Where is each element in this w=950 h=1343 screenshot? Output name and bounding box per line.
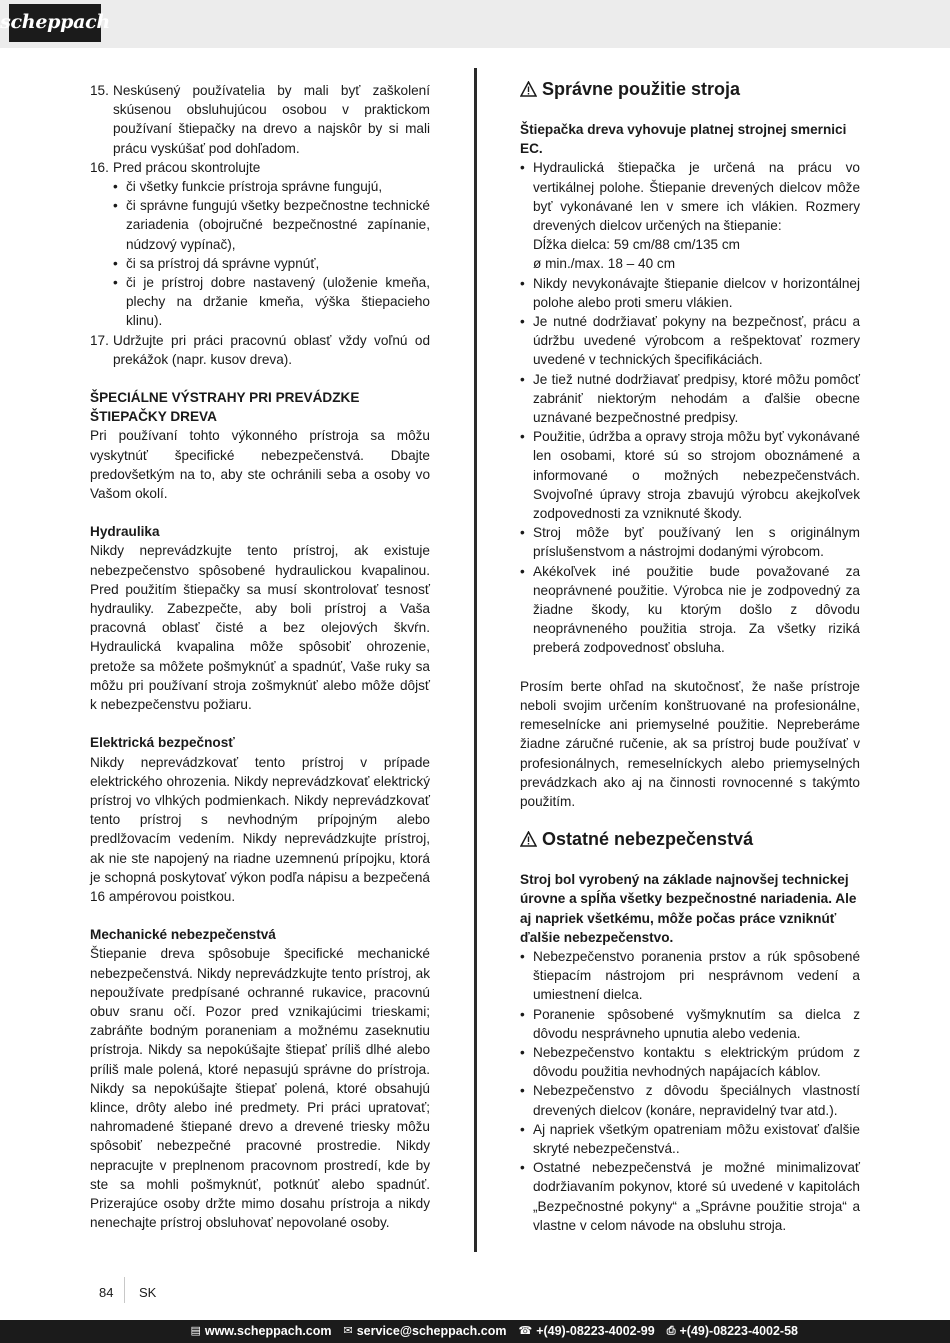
- list-item: • Nebezpečenstvo poranenia prstov a rúk spôsobené štiepacím nástrojom pri nesprávnom vedení a umiestnení dielca.: [520, 948, 860, 1003]
- website-contact[interactable]: ▤ www.scheppach.com: [190, 1322, 331, 1341]
- list-item: • Ostatné nebezpečenstvá je možné minimalizovať dodržiavaním pokynov, ktoré sú uvedené v kapitolách „Bezpečnostné pokyny“ a „Správne použitie stroja“ a vlastne v celom návode na obsluhu stroja.: [520, 1160, 860, 1233]
- fax-contact[interactable]: ⎙ +(49)-08223-4002-58: [667, 1322, 798, 1341]
- warning-icon: [520, 831, 537, 847]
- hydraulics-heading: Hydraulika: [90, 524, 160, 540]
- list-item: • Je nutné dodržiavať pokyny na bezpečnosť, prácu a údržbu uvedené výrobcom a rešpektovať rozmery uvedené v technických špecifikáciách.: [520, 314, 860, 368]
- professional-use-note: Prosím berte ohľad na skutočnosť, že naše prístroje neboli svojim určením konštruované na profesionálne, remeselnícke ani priemyselné použitie. Nepreberáme žiadne záručné ručenie, ak sa prístroj bude používať v profesionálnych, remeselníckych alebo priemyselných prevádzkach ako aj na činnosti rovnocenné s takýmto použitím.: [520, 678, 860, 809]
- phone-contact[interactable]: ☎ +(49)-08223-4002-99: [518, 1322, 654, 1341]
- list-item: • Stroj môže byť používaný len s originálnym príslušenstvom a nástrojmi dodanými výrobcom.: [520, 525, 860, 560]
- item-number: 15.: [90, 83, 109, 98]
- other-hazards-title: Ostatné nebezpečenstvá: [520, 827, 860, 851]
- special-warnings-text: Pri používaní tohto výkonného prístroja sa môžu vyskytnúť špecifické nebezpečenstvá. Dbajte predovšetkým na to, aby ste ochránili seba a osoby vo Vašom okolí.: [90, 428, 430, 502]
- right-column: [520, 77, 860, 1235]
- monitor-icon: ▤: [190, 1324, 201, 1337]
- hydraulics-text: Nikdy neprevádzkujte tento prístroj, ak existuje nebezpečenstvo spôsobené hydraulickou kvapalinou. Pred použitím štiepačky sa musí skontrolovať tesnosť hydrauliky. Zabezpečte, aby boli prístroj a Vaša pracovná oblasť čisté a bez olejových škvŕn. Hydraulická kvapalina môže spôsobiť ohrozenie, pretože sa môžete pošmyknúť a spadnúť, Vaše ruky sa môžu pri používaní stroja zošmyknúť alebo môže dôjsť k nebezpečenstvu požiaru.: [90, 543, 430, 713]
- list-item: • či všetky funkcie prístroja správne fungujú,: [113, 179, 383, 195]
- proper-use-list: [520, 158, 860, 657]
- other-hazards-list: [520, 947, 860, 1235]
- brand-logo: [0, 4, 110, 42]
- list-item: • Poranenie spôsobené vyšmyknutím sa dielca z dôvodu nesprávneho upnutia alebo vedenia.: [520, 1006, 860, 1041]
- electric-safety-heading: Elektrická bezpečnosť: [90, 735, 235, 751]
- item-text: Pred prácou skontrolujte: [113, 159, 261, 175]
- list-item: • Nikdy nevykonávajte štiepanie dielcov v horizontálnej polohe alebo proti smeru vlákien.: [520, 275, 860, 310]
- warning-icon: [520, 81, 537, 97]
- other-hazards-lead: Stroj bol vyrobený na základe najnovšej technickej úrovne a spĺňa všetky bezpečnostné nariadenia. Ale aj napriek všetkému, môže počas práce vzniknúť ďalšie nebezpečenstvo.: [520, 872, 857, 945]
- electric-safety-text: Nikdy neprevádzkovať tento prístroj v prípade elektrického ohrozenia. Nikdy neprevádzkovať elektrický prístroj vo vlhkých podmienkach. Nikdy neprevádzkovať tento prístroj s nevhodným prípojným alebo predlžovacím vedením. Nikdy neprevádzkujte prístroj, ak nie ste napojený na riadne uzemnenú prípojku, ktorá je schopná poskytovať výkon podľa nápisu a bezpečená 16 ampérovou poistkou.: [90, 754, 430, 904]
- list-item: • Nebezpečenstvo kontaktu s elektrickým prúdom z dôvodu použitia nevhodných napájacích káblov.: [520, 1044, 860, 1080]
- item16-bullet-list: [90, 177, 430, 331]
- list-item: • či je prístroj dobre nastavený (uloženie kmeňa, plechy na držanie kmeňa, výška štiepacieho klinu).: [113, 275, 430, 329]
- list-item: • Nebezpečenstvo z dôvodu špeciálnych vlastností drevených dielcov (konáre, nepravidelný tvar atd.).: [520, 1083, 860, 1118]
- header-bar: [0, 0, 950, 48]
- list-item-16: [90, 158, 430, 177]
- page-number: 84: [99, 1285, 114, 1300]
- list-item: • Hydraulická štiepačka je určená na prácu vo vertikálnej polohe. Štiepanie drevených dielcov môže byť vykonávané len v smere ich vlákien. Rozmery drevených dielcov určených na štiepanie: Dĺžka dielca: 59 cm/88 cm/135 cm ø min./max. 18 – 40 cm: [520, 160, 860, 272]
- email-contact[interactable]: ✉ service@scheppach.com: [344, 1322, 507, 1341]
- list-item: • či správne fungujú všetky bezpečnostne technické zariadenia (obojručné bezpečnostné zapínanie, núdzový vypínač),: [113, 198, 430, 252]
- list-item: • Akékoľvek iné použitie bude považované za neoprávnené použitie. Výrobca nie je zodpovedný za žiadne škody, ku ktorým došlo z dôvodu neoprávneného použitia stroja. Za všetky riziká preberá zodpovednosť obsluha.: [520, 563, 860, 656]
- list-item: • Použitie, údržba a opravy stroja môžu byť vykonávané len osobami, ktoré sú so strojom oboznámené a informované o možných nebezpečenstvách. Svojvoľné úpravy stroja zbavujú výrobcu akejkoľvek zodpovednosti za vzniknuté škody.: [520, 429, 860, 522]
- special-warnings-heading: ŠPECIÁLNE VÝSTRAHY PRI PREVÁDZKE ŠTIEPAČKY DREVA: [90, 390, 360, 425]
- column-divider: [474, 68, 477, 1252]
- item-number: 17.: [90, 332, 109, 348]
- list-item-15: [90, 81, 430, 158]
- proper-use-title: Správne použitie stroja: [520, 77, 860, 101]
- dimension-diameter: ø min./max. 18 – 40 cm: [533, 256, 676, 272]
- mechanical-hazards-heading: Mechanické nebezpečenstvá: [90, 927, 276, 943]
- list-item: • Aj napriek všetkým opatreniam môžu existovať ďalšie skryté nebezpečenstvá..: [520, 1121, 860, 1156]
- mechanical-hazards-text: Štiepanie dreva spôsobuje špecifické mechanické nebezpečenstvá. Nikdy neprevádzkujte tento prístroj, ak nepoužívate predpísané ochranné rukavice, pracovnú obuv sranu očí. Pozor pred vznikajúcimi trieskami; zabráňte bodným poraneniam a možnému zaseknutiu prístroja. Nikdy sa nepokúšajte štiepať príliš dlhé alebo príliš male polená, ktoré nepasujú správne do prístroja. Nikdy sa nepokúšajte štiepať polená, ktoré obsahujú klince, drôty alebo iné predmety. Pri práci upratovať; nahromadené štiepané drevo a drevené triesky môžu spôsobiť nebezpečné pracovné prostredie. Nikdy nepracujte v preplnenom pracovnom prostredí, kde by ste sa mohli pošmyknúť, potknúť alebo spadnúť. Prizerajúce osoby držte mimo dosahu prístroja a nikdy nenechajte prístroj obsluhovať nepovolané osoby.: [90, 946, 430, 1231]
- left-column: [90, 81, 430, 1232]
- item-text: Neskúsený používatelia by mali byť zaškolení skúsenou obsluhujúcou osobou v praktickom používaní štiepačky na drevo a najskôr by si mali prácu vyskúšať pod dohľadom.: [113, 83, 430, 156]
- phone-icon: ☎: [518, 1324, 533, 1337]
- item-number: 16.: [90, 159, 109, 175]
- envelope-icon: ✉: [343, 1324, 353, 1337]
- language-code: SK: [139, 1285, 157, 1300]
- brand-logo-text: scheppach: [0, 11, 110, 34]
- list-item: • Je tiež nutné dodržiavať predpisy, ktoré môžu pomôcť zabrániť niektorým nehodám a ďalšie obecne uznávané bezpečnostné predpisy.: [520, 371, 860, 426]
- item-text: Udržujte pri práci pracovnú oblasť vždy voľnú od prekážok (napr. kusov dreva).: [113, 332, 430, 367]
- contact-bar: [0, 1320, 950, 1343]
- dimension-length: Dĺžka dielca: 59 cm/88 cm/135 cm: [533, 237, 741, 253]
- footer-divider: [124, 1277, 125, 1303]
- fax-icon: ⎙: [666, 1324, 676, 1337]
- list-item: • či sa prístroj dá správne vypnúť,: [113, 255, 320, 271]
- list-item-17: [90, 331, 430, 369]
- proper-use-lead: Štiepačka dreva vyhovuje platnej strojnej smernici EC.: [520, 122, 847, 157]
